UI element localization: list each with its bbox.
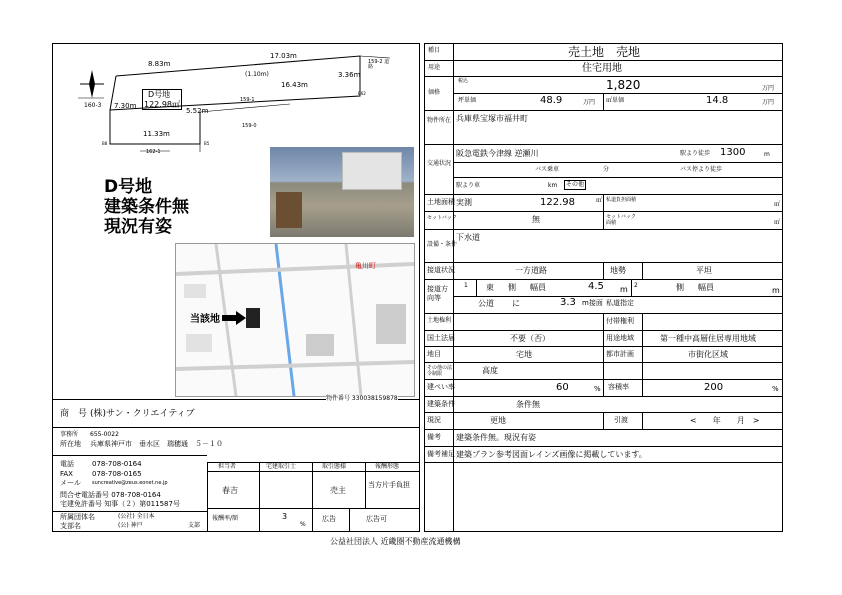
road-dir-label: 接道方向等 — [427, 285, 448, 302]
road1-w: 4.5 — [588, 281, 604, 292]
setback-area-label: セットバック面積 — [606, 214, 636, 226]
ad-value: 広告可 — [366, 515, 387, 523]
divider — [424, 76, 783, 77]
divider — [207, 508, 420, 509]
handover: < 年 月 > — [690, 416, 760, 425]
divider — [207, 471, 420, 472]
north-arrow-icon — [80, 70, 104, 98]
coverage-unit: % — [594, 385, 601, 393]
build: 条件無 — [516, 400, 540, 409]
train-line: 阪急電鉄今津線 逆瀬川 — [456, 149, 539, 158]
setback: 無 — [532, 215, 540, 224]
photo-fence — [276, 192, 302, 228]
far-unit: % — [772, 385, 779, 393]
price-sub: 税込 — [458, 78, 469, 84]
sqm-label: ㎡単価 — [606, 97, 625, 104]
staff-value-3: 当方片手負担 — [368, 481, 410, 489]
utility-label: 設備・条件 — [427, 241, 458, 248]
bus-min: 分 — [603, 166, 610, 173]
dim-top-left: 8.83m — [148, 60, 171, 68]
staff-header-1: 宅建取引士 — [266, 463, 297, 470]
dim-bottom: 11.33m — [143, 130, 170, 138]
divider — [312, 462, 313, 532]
staff-value-2: 売主 — [330, 486, 346, 495]
divider — [52, 455, 207, 456]
divider — [642, 379, 643, 396]
dim-inner-right: 5.52m — [186, 107, 209, 115]
staff-header-2: 取引態様 — [322, 463, 347, 470]
target-arrow-icon — [222, 311, 246, 325]
area-kind: 実測 — [456, 198, 472, 207]
inquiry-phone: 問合せ電話番号 078-708-0164 — [60, 491, 161, 499]
corner-right: B62 — [358, 91, 366, 96]
walk-unit: m — [764, 151, 770, 158]
divider — [424, 446, 783, 447]
road2-side: 側 — [676, 283, 684, 292]
branch-label: 支部名 — [60, 522, 81, 530]
fax-label: FAX — [60, 470, 73, 478]
fax: 078-708-0165 — [92, 470, 142, 478]
staff-table — [207, 462, 420, 532]
corner-left: B8 — [102, 141, 108, 146]
divider — [52, 427, 420, 428]
terrain-label: 地勢 — [610, 266, 626, 275]
dim-top: 17.03m — [270, 52, 297, 60]
divider — [453, 177, 783, 178]
price-unit: 万円 — [762, 85, 775, 92]
utility: 下水道 — [456, 233, 480, 242]
plot-area: 122.98㎡ — [144, 100, 180, 109]
private-road-unit: ㎡ — [774, 201, 781, 208]
remark-label: 備考 — [427, 433, 441, 441]
dim-right-top: 3.36m — [338, 71, 361, 79]
divider — [453, 296, 783, 297]
headline-status: 現況有姿 — [104, 217, 172, 237]
label-column-divider — [453, 43, 454, 532]
sqm-unit: 万円 — [762, 99, 775, 106]
type-label: 種目 — [428, 47, 441, 54]
divider — [642, 412, 643, 429]
land-area: 122.98 — [540, 197, 575, 208]
handover-label: 引渡 — [614, 416, 628, 424]
status: 更地 — [490, 416, 506, 425]
divider — [424, 229, 783, 230]
lot-right-top: 159-2 道路 — [368, 59, 390, 70]
divider — [453, 93, 783, 94]
chimoku: 宅地 — [516, 350, 532, 359]
public-ni: に — [512, 299, 520, 308]
other-limit-label: その他の法令制限 — [427, 365, 453, 377]
divider — [424, 279, 783, 280]
divider — [259, 462, 260, 532]
city-plan-label: 都市計画 — [606, 350, 634, 358]
city-plan: 市街化区域 — [688, 350, 728, 359]
divider — [52, 511, 207, 512]
traffic-label: 交通状況 — [427, 160, 452, 167]
property-type: 売土地 売地 — [568, 45, 641, 59]
bus-label: バス乗車 — [535, 166, 560, 173]
divider — [365, 462, 366, 508]
ad-label: 広告 — [322, 515, 336, 523]
car-label: 駅より車 — [456, 182, 481, 189]
zone-label: 用途地域 — [606, 334, 634, 342]
map-place-label: 亀川町 — [355, 262, 376, 270]
divider — [603, 313, 604, 379]
address-label: 所在地 — [60, 440, 81, 448]
road1-w-label: 幅員 — [530, 283, 546, 292]
sqm: 14.8 — [706, 95, 729, 106]
use-label: 用途 — [428, 64, 441, 71]
coverage-label: 建ぺい率 — [427, 383, 455, 391]
tsubo: 48.9 — [540, 95, 563, 106]
assoc-label: 所属団体名 — [60, 513, 95, 521]
photo-building — [342, 152, 402, 190]
office-postal: 655-0022 — [90, 431, 119, 438]
tsubo-unit: 万円 — [583, 99, 596, 106]
area-label: 土地面積 — [427, 198, 455, 206]
far: 200 — [704, 382, 724, 393]
fee-label: 報酬率/額 — [212, 515, 239, 522]
divider — [424, 396, 783, 397]
national: 不要（否） — [510, 334, 550, 343]
remark: 建築条件無。現況有姿 — [456, 433, 536, 442]
status-label: 現況 — [427, 416, 441, 424]
dim-inner: (1.10m) — [245, 71, 269, 78]
reg-no: 物件番号 330038159878 — [326, 395, 398, 402]
tsubo-label: 坪単価 — [458, 97, 477, 104]
lot-bottom: 162-1 — [146, 149, 161, 155]
lot-left: 160-3 — [84, 102, 102, 109]
divider — [603, 262, 604, 279]
road2-no: 2 — [634, 282, 638, 289]
divider — [603, 93, 604, 110]
other-limit: 高度 — [482, 366, 498, 375]
road1-side: 側 — [508, 283, 516, 292]
divider — [349, 508, 350, 532]
divider — [453, 162, 783, 163]
price-label: 価格 — [428, 89, 441, 96]
headline-plot: D号地 — [104, 177, 153, 197]
divider — [603, 379, 604, 396]
divider — [642, 262, 643, 279]
location: 兵庫県宝塚市福井町 — [456, 114, 528, 123]
road1-unit: m — [620, 285, 628, 294]
mail: suncreative@zeus.eonet.ne.jp — [92, 480, 168, 486]
national-label: 国土法届 — [427, 334, 455, 342]
mail-label: メール — [60, 479, 81, 487]
setback-area-unit: ㎡ — [774, 219, 781, 226]
road: 一方道路 — [515, 266, 547, 275]
price: 1,820 — [606, 78, 641, 92]
walk: 1300 — [720, 147, 746, 158]
walk-label: 駅より徒歩 — [680, 150, 711, 157]
remark2-label: 備考補足 — [427, 450, 455, 458]
far-label: 容積率 — [608, 383, 629, 391]
road2-w-label: 幅員 — [698, 283, 714, 292]
zone: 第一種中高層住居専用地域 — [660, 334, 756, 343]
assoc: (公社) 全日本 — [118, 513, 155, 520]
land-area-unit: ㎡ — [596, 197, 603, 204]
divider — [476, 279, 477, 296]
road1-dir: 東 — [486, 283, 494, 292]
public-unit: m接面 — [582, 299, 603, 307]
bus-stop: バス停より徒歩 — [680, 166, 723, 173]
dim-left: 7.30m — [114, 102, 137, 110]
lot-mid-a: 159-1 — [240, 97, 255, 103]
private-spec: 私道指定 — [606, 299, 634, 307]
divider — [424, 110, 783, 111]
divider — [642, 313, 643, 379]
land-rights-label: 土地権利 — [427, 317, 452, 324]
address: 兵庫県神戸市 垂水区 瑞穂通 ５－１０ — [90, 440, 223, 448]
setback-label: セットバック — [427, 215, 457, 221]
road2-unit: m — [772, 286, 780, 295]
coverage: 60 — [556, 382, 569, 393]
remark2: 建築プラン参考図面レインズ画像に掲載しています。 — [456, 450, 647, 459]
branch-suffix: 支部 — [188, 522, 201, 529]
build-label: 建築条件 — [427, 400, 455, 408]
divider — [603, 412, 604, 429]
plot-label: D号地 — [148, 90, 171, 99]
property-use: 住宅用地 — [582, 63, 622, 74]
private-road-label: 私道負担面積 — [606, 197, 637, 203]
divider — [631, 279, 632, 296]
staff-header-3: 報酬形態 — [375, 463, 400, 470]
public-road-label: 公道 — [478, 299, 494, 308]
map-target-label: 当該地 — [190, 314, 220, 325]
other-label: その他 — [566, 181, 585, 188]
staff-value-0: 春吉 — [222, 486, 238, 495]
location-label: 物件所在 — [427, 117, 452, 124]
car-unit: km — [548, 182, 558, 189]
incidental-label: 付帯権利 — [606, 317, 634, 325]
dim-mid: 16.43m — [281, 81, 308, 89]
corner-bottom: B5 — [204, 141, 210, 146]
license-no: 宅建免許番号 知事（２）第011587号 — [60, 500, 180, 508]
tel-label: 電話 — [60, 460, 74, 468]
tel: 078-708-0164 — [92, 460, 142, 468]
divider — [424, 60, 783, 61]
company-name: (株)サン・クリエイティブ — [90, 409, 195, 419]
headline-condition: 建築条件無 — [104, 197, 189, 217]
public-len: 3.3 — [560, 297, 576, 308]
branch: (公) 神戸 — [118, 522, 143, 529]
road1-no: 1 — [464, 282, 468, 289]
road-label: 接道状況 — [427, 266, 455, 274]
lot-mid-b: 159-0 — [242, 123, 257, 129]
fee-value: 3 — [282, 512, 288, 521]
divider — [603, 194, 604, 229]
divider — [424, 462, 783, 463]
office-label: 事務所 — [60, 431, 79, 438]
staff-header-0: 担当者 — [218, 463, 237, 470]
fee-unit: % — [300, 521, 306, 528]
company-label: 商 号 — [60, 409, 88, 419]
chimoku-label: 地目 — [427, 350, 441, 358]
terrain: 平坦 — [696, 266, 712, 275]
divider — [424, 144, 783, 145]
divider — [424, 429, 783, 430]
footer-assoc: 公益社団法人 近畿圏不動産流通機構 — [330, 537, 461, 546]
